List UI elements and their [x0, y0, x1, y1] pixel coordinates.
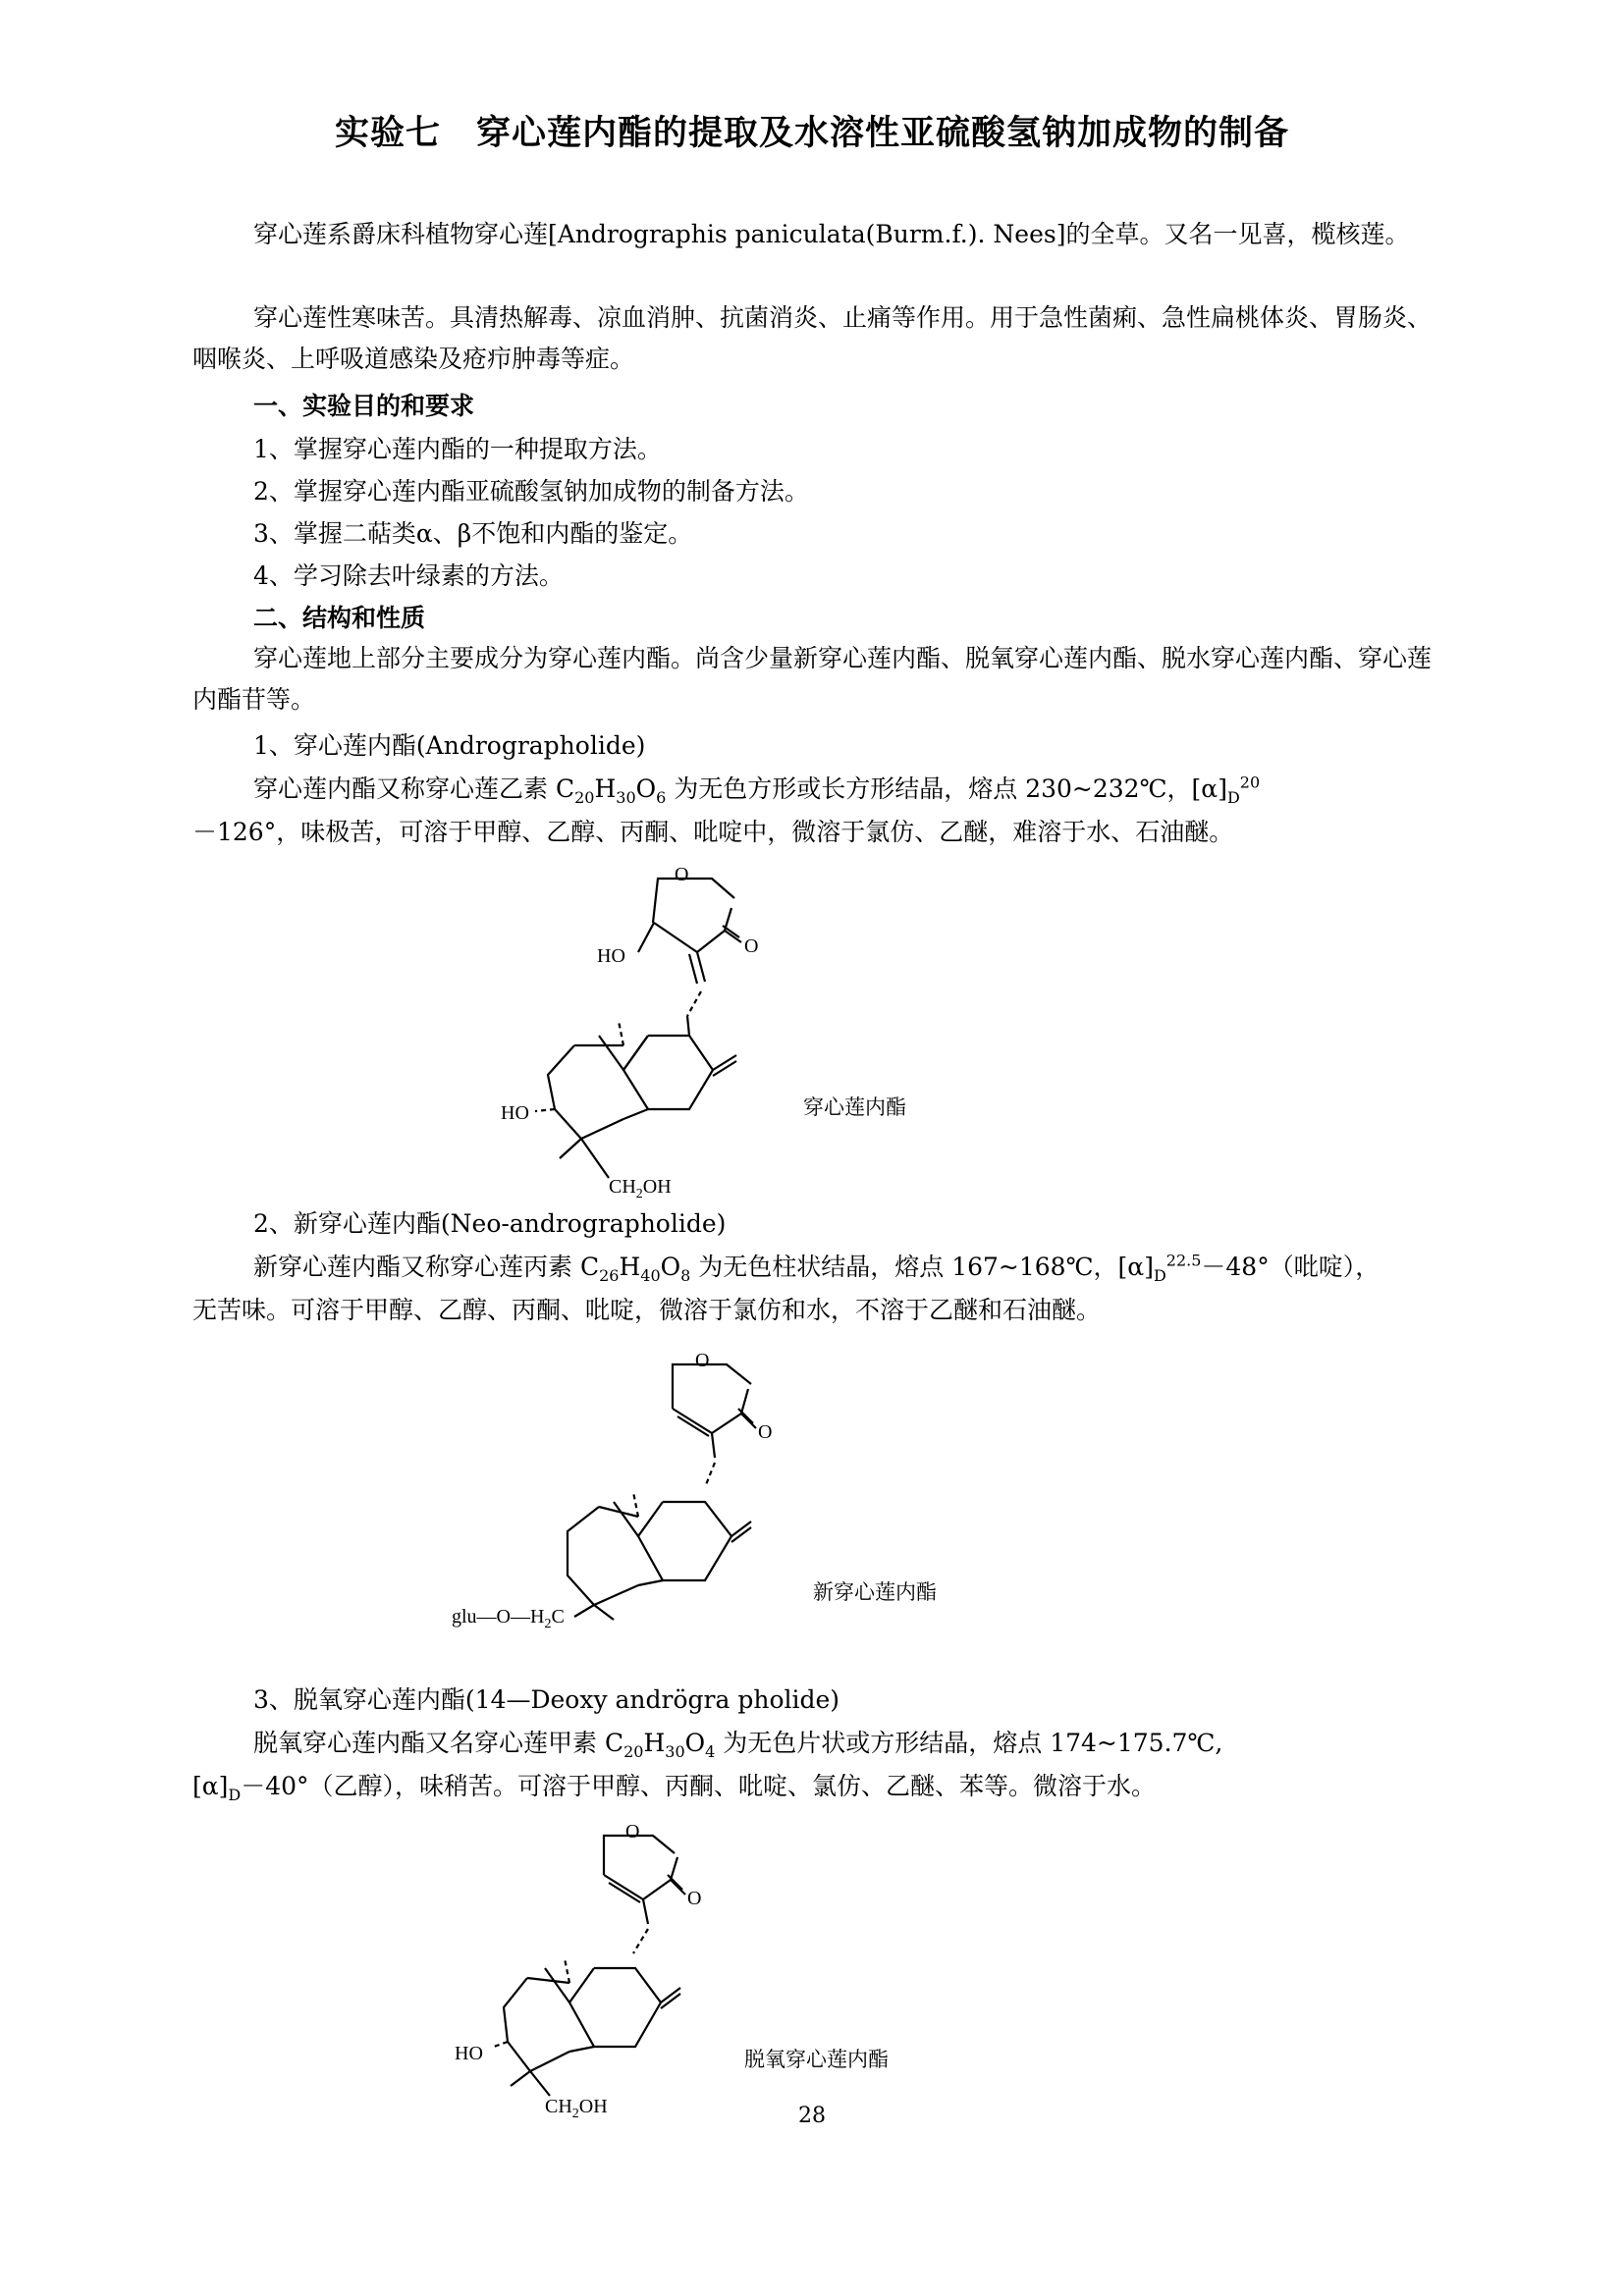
compound-1-heading: 1、穿心莲内酯(Andrographolide): [253, 731, 646, 760]
compound-1-desc-b: 为无色方形或长方形结晶，熔点 230~232℃，[α]: [666, 774, 1227, 803]
compound-1-rotation-sub: D: [1226, 788, 1240, 807]
svg-text:CH2OH: $CH_2OH$: [609, 1176, 672, 1201]
section-2-heading: 二、结构和性质: [253, 604, 426, 632]
page-title: 实验七 穿心莲内酯的提取及水溶性亚硫酸氢钠加成物的制备: [334, 113, 1289, 153]
compound-1-description-line-2: －126°，味极苦，可溶于甲醇、乙醇、丙酮、吡啶中，微溶于氯仿、乙醚，难溶于水、石油醚。: [192, 818, 1234, 846]
page-number: 28: [798, 2104, 826, 2128]
compound-2-rotation-sup: 22.5: [1165, 1251, 1202, 1270]
compound-1-desc-a: 穿心莲内酯又称穿心莲乙素: [253, 774, 556, 803]
compound-1-rotation-sup: 20: [1239, 773, 1261, 792]
neo-andrographolide-structure: [452, 1340, 825, 1644]
compound-3-description-line-1: [253, 1724, 1222, 1761]
compound-2-heading: 2、新穿心莲内酯(Neo-andrographolide): [253, 1209, 727, 1238]
intro-paragraph-2: 穿心莲性寒味苦。具清热解毒、凉血消肿、抗菌消炎、止痛等作用。用于急性菌痢、急性扁桃体炎、胃肠炎、咽喉炎、上呼吸道感染及疮疖肿毒等症。: [192, 303, 1433, 373]
objective-item-4: 4、学习除去叶绿素的方法。: [253, 561, 564, 590]
svg-text:O: O: [744, 935, 759, 957]
deoxyandrographolide-name: 脱氧穿心莲内酯: [744, 2048, 889, 2071]
compound-3-rotation-sub: D: [228, 1786, 242, 1804]
compound-3-formula: $C_{20}H_{30}O_4$: [604, 1729, 716, 1761]
compound-2-desc-b: 为无色柱状结晶，熔点 167~168℃，[α]: [690, 1253, 1154, 1281]
svg-text:HO: HO: [597, 945, 625, 967]
svg-text:O: O: [625, 1821, 640, 1842]
compound-2-description-line-2: 无苦味。可溶于甲醇、乙醇、丙酮、吡啶，微溶于氯仿和水，不溶于乙醚和石油醚。: [192, 1296, 1102, 1324]
deoxyandrographolide-structure: [447, 1816, 800, 2130]
compound-1-description-line-1: [253, 770, 1260, 807]
compound-2-desc-c: －48°（吡啶），: [1201, 1253, 1380, 1281]
compound-3-description-line-2: $[\alpha]_D-40^\circ$（乙醇），味稍苦。可溶于甲醇、丙酮、吡啶、氯仿、乙醚、苯等。微溶于水。: [192, 1772, 1157, 1804]
svg-text:HO: HO: [455, 2043, 483, 2064]
svg-text:CH2OH: $CH_2OH$: [545, 2096, 608, 2121]
intro-paragraph-1: 穿心莲系爵床科植物穿心莲[Andrographis paniculata(Burm.f.). Nees]的全草。又名一见喜，榄核莲。: [253, 220, 1410, 248]
objective-item-2: 2、掌握穿心莲内酯亚硫酸氢钠加成物的制备方法。: [253, 477, 809, 506]
section-1-heading: 一、实验目的和要求: [253, 392, 475, 420]
section-2-intro: 穿心莲地上部分主要成分为穿心莲内酯。尚含少量新穿心莲内酯、脱氧穿心莲内酯、脱水穿心莲内酯、穿心莲内酯苷等。: [192, 644, 1433, 714]
compound-2-desc-a: 新穿心莲内酯又称穿心莲丙素: [253, 1253, 580, 1281]
objective-item-3: 3、掌握二萜类α、β不饱和内酯的鉴定。: [253, 519, 693, 548]
compound-3-desc-a: 脱氧穿心莲内酯又名穿心莲甲素: [253, 1729, 605, 1757]
svg-text:O: O: [758, 1421, 773, 1443]
compound-3-heading: 3、脱氧穿心莲内酯(14—Deoxy andrögra pholide): [253, 1685, 840, 1714]
compound-2-formula: $C_{26}H_{40}O_8$: [579, 1253, 691, 1285]
svg-text:O: O: [695, 1350, 710, 1371]
compound-2-description-line-1: [253, 1248, 1380, 1285]
neo-andrographolide-name: 新穿心莲内酯: [813, 1580, 937, 1604]
svg-text:O: O: [675, 864, 689, 885]
compound-1-formula: $C_{20}H_{30}O_6$: [555, 774, 667, 807]
objective-item-1: 1、掌握穿心莲内酯的一种提取方法。: [253, 435, 662, 463]
andrographolide-name: 穿心莲内酯: [803, 1095, 906, 1119]
andrographolide-structure: [471, 854, 825, 1207]
compound-3-desc-b: 为无色片状或方形结晶，熔点 174~175.7℃,: [715, 1729, 1223, 1757]
svg-text:O: O: [687, 1888, 702, 1909]
compound-2-rotation-sub: D: [1153, 1266, 1166, 1285]
svg-text:glu—O—H2C: $glu—O—H_2C$: [452, 1606, 565, 1631]
svg-text:HO: HO: [501, 1102, 529, 1124]
